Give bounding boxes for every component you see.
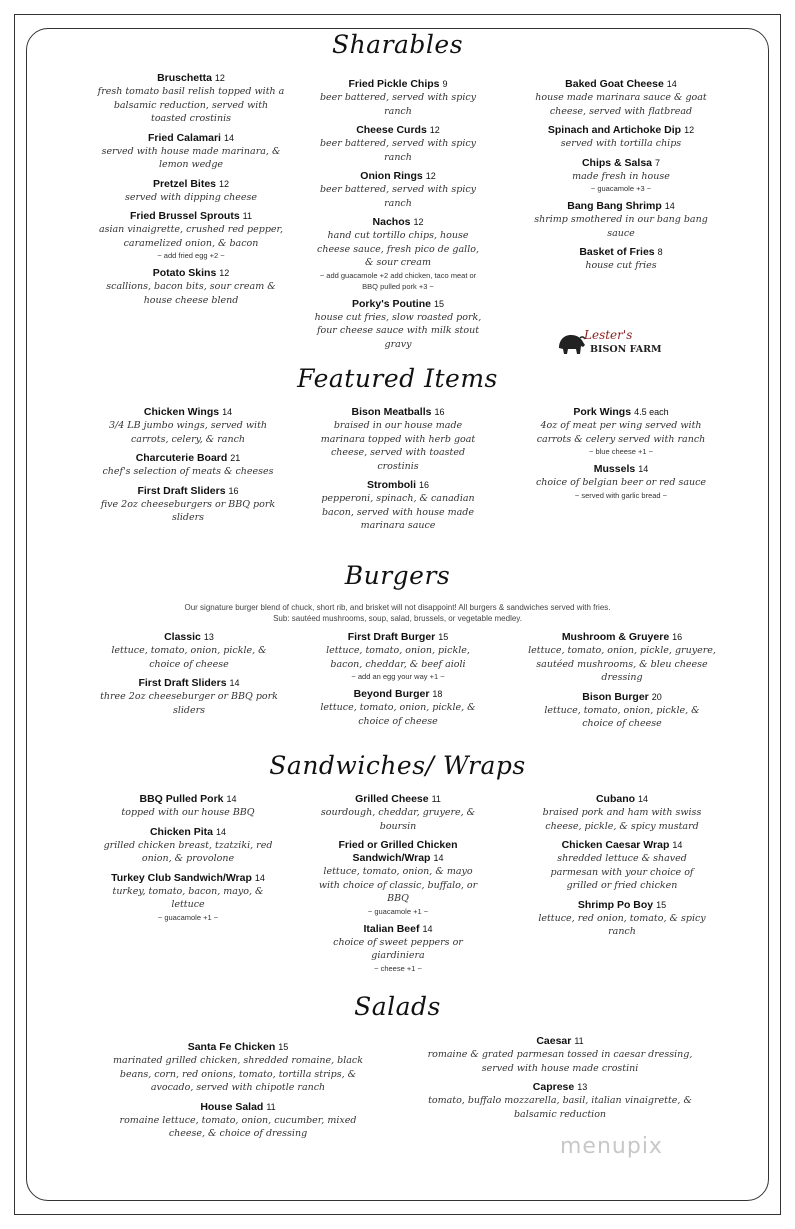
- menu-item: [312, 124, 484, 164]
- watermark: menupix: [560, 1134, 663, 1159]
- menu-item-price: 15: [278, 1042, 289, 1052]
- menu-item-description: lettuce, tomato, onion, pickle, gruyere, sautéed mushrooms, & bleu cheese dressing: [528, 645, 716, 683]
- menu-item-addon: ~ add fried egg +2 ~: [157, 251, 225, 260]
- menu-item-name: Nachos: [372, 216, 411, 228]
- menu-item-price: 11: [574, 1036, 584, 1046]
- menu-item: [312, 839, 484, 917]
- section-title-sandwiches: Sandwiches/ Wraps: [269, 751, 526, 780]
- menu-item-price: 15: [656, 899, 667, 910]
- section-title-salads: Salads: [354, 992, 441, 1021]
- menu-item-name: Mussels: [593, 463, 636, 475]
- menu-item-description: served with dipping cheese: [125, 191, 257, 203]
- menu-item-price: 12: [684, 125, 695, 135]
- menu-item-description: asian vinaigrette, crushed red pepper, caramelized onion, & bacon: [98, 224, 284, 249]
- menu-item-description: 4oz of meat per wing served with carrots & celery served with ranch: [536, 420, 706, 445]
- menu-item: [110, 1041, 366, 1095]
- menu-item: [526, 157, 716, 195]
- menu-item-description: romaine lettuce, tomato, onion, cucumber, mixed cheese, & choice of dressing: [119, 1114, 357, 1139]
- menu-item: [312, 479, 484, 533]
- menu-item-title: [528, 463, 714, 476]
- salads-col-1: [110, 1041, 366, 1147]
- menu-item-title: [420, 1035, 700, 1048]
- menu-item: [534, 899, 710, 939]
- menu-item-description: turkey, tomato, bacon, mayo, & lettuce: [112, 885, 264, 910]
- menu-item-name: Baked Goat Cheese: [565, 78, 664, 90]
- menu-item-description: five 2oz cheeseburgers or BBQ pork sliders: [100, 498, 276, 523]
- menu-item-name: Fried or Grilled Chicken Sandwich/Wrap: [338, 839, 458, 864]
- menu-item: [528, 691, 716, 731]
- menu-item-price: 14: [638, 464, 649, 474]
- menu-item-title: [98, 793, 278, 806]
- menu-item-title: [96, 631, 282, 644]
- menu-item-name: Fried Brussel Sprouts: [129, 210, 240, 222]
- menu-item-price: 7: [655, 157, 661, 168]
- menu-item: [526, 124, 716, 151]
- menu-item-description: hand cut tortillo chips, house cheese sauce, fresh pico de gallo, & sour cream: [317, 230, 479, 268]
- logo-farm-text: BISON FARM: [590, 344, 662, 355]
- menu-item-addon: ~ guacamole +3 ~: [590, 184, 652, 193]
- menu-item-description: chef's selection of meats & cheeses: [102, 466, 274, 477]
- menu-item-price: 14: [422, 923, 433, 934]
- menu-item-title: [312, 688, 484, 701]
- menu-item: [534, 839, 710, 893]
- logo-script-text: Lester's: [584, 328, 633, 342]
- menu-item-name: Grilled Cheese: [355, 793, 429, 805]
- menu-item-price: 12: [219, 268, 230, 278]
- menu-item-description: pepperoni, spinach, & canadian bacon, served with house made marinara sauce: [321, 493, 475, 531]
- menu-item-name: Bison Meatballs: [351, 406, 432, 418]
- menu-item: [96, 631, 282, 671]
- menu-item: [528, 631, 716, 685]
- menu-item-description: tomato, buffalo mozzarella, basil, italian vinaigrette, & balsamic reduction: [428, 1095, 692, 1120]
- featured-col-1: [98, 406, 278, 531]
- menu-item-name: Potato Skins: [152, 267, 217, 279]
- menu-item-price: 14: [672, 840, 683, 850]
- menu-item-title: [96, 210, 286, 223]
- menu-item-name: Bang Bang Shrimp: [567, 200, 662, 212]
- menu-item-price: 12: [219, 178, 230, 189]
- menu-item-name: Bison Burger: [582, 690, 649, 703]
- menu-item-name: Shrimp Po Boy: [577, 898, 654, 911]
- menu-item: [98, 793, 278, 820]
- menu-item-description: lettuce, tomato, onion, & mayo with choice of classic, buffalo, or BBQ: [318, 866, 478, 904]
- menu-item-price: 14: [433, 853, 444, 863]
- sandwiches-col-1: [98, 793, 278, 929]
- menu-item-description: beer battered, served with spicy ranch: [319, 184, 477, 209]
- menu-item: [98, 485, 278, 525]
- menu-item: [312, 298, 484, 352]
- menu-item-name: Pork Wings: [573, 406, 632, 418]
- menu-item-description: romaine & grated parmesan tossed in caesar dressing, served with house made crostini: [427, 1049, 693, 1074]
- burgers-note-1: Our signature burger blend of chuck, short rib, and brisket will not disappoint! All burgers & sandwiches served with fries.: [184, 603, 611, 612]
- menu-item-title: [420, 1081, 700, 1094]
- menu-item-addon: ~ guacamole +1 ~: [367, 906, 429, 916]
- sharables-col-3: [526, 78, 716, 279]
- menu-item-name: Onion Rings: [360, 170, 423, 182]
- menu-item-price: 14: [666, 79, 677, 89]
- menu-item-price: 11: [431, 794, 441, 804]
- bison-farm-logo: [556, 326, 676, 362]
- menu-item-description: house cut fries: [585, 260, 657, 271]
- menu-item-name: Chicken Wings: [143, 406, 220, 418]
- menu-item-description: served with tortilla chips: [560, 138, 682, 149]
- menu-item-name: Classic: [164, 631, 201, 643]
- menu-item-price: 12: [425, 171, 436, 181]
- section-title-sharables: Sharables: [331, 30, 464, 59]
- burgers-note-2: Sub: sautéed mushrooms, soup, salad, brussels, or vegetable medley.: [273, 614, 522, 623]
- burgers-col-2: [312, 631, 484, 734]
- menu-item-title: [312, 406, 484, 419]
- menu-item-title: [312, 839, 484, 865]
- menu-item-addon: ~ blue cheese +1 ~: [588, 447, 653, 456]
- menu-item-name: Fried Calamari: [148, 131, 221, 144]
- featured-col-2: [312, 406, 484, 539]
- menu-item-title: [312, 631, 484, 644]
- menu-item-description: sourdough, cheddar, gruyere, & boursin: [320, 807, 476, 832]
- menu-item-price: 14: [226, 794, 237, 804]
- menu-item-name: Cubano: [595, 793, 636, 805]
- menu-item-price: 15: [438, 632, 449, 642]
- menu-item: [98, 406, 278, 446]
- menu-item-addon: ~ served with garlic bread ~: [574, 490, 668, 500]
- menu-item: [312, 406, 484, 473]
- menu-item-name: First Draft Sliders: [137, 484, 226, 497]
- menu-item-title: [534, 793, 710, 806]
- menu-item: [98, 452, 278, 479]
- menu-item-title: [526, 124, 716, 137]
- menu-item-description: shredded lettuce & shaved parmesan with your choice of grilled or fried chicken: [550, 853, 694, 891]
- menu-item-title: [98, 826, 278, 839]
- menu-item-name: Spinach and Artichoke Dip: [547, 124, 682, 136]
- menu-item-description: lettuce, tomato, onion, pickle, & choice of cheese: [111, 645, 267, 670]
- menu-item-description: braised in our house made marinara topped with herb goat cheese, served with toasted crostinis: [320, 420, 476, 472]
- menu-item-description: choice of belgian beer or red sauce: [535, 477, 707, 488]
- menu-item-description: lettuce, tomato, onion, pickle, & choice of cheese: [544, 704, 700, 729]
- menu-item-price: 14: [664, 201, 675, 211]
- menu-item-description: three 2oz cheeseburger or BBQ pork sliders: [100, 691, 278, 716]
- menu-item-description: 3/4 LB jumbo wings, served with carrots, celery, & ranch: [108, 420, 268, 445]
- menu-item-addon: ~ cheese +1 ~: [374, 963, 422, 973]
- menu-item-price: 13: [203, 632, 214, 642]
- menu-item-title: [312, 793, 484, 806]
- menu-item: [420, 1035, 700, 1075]
- menu-item-title: [312, 124, 484, 137]
- menu-item: [96, 132, 286, 172]
- menu-item-title: [96, 267, 286, 280]
- menu-item: [312, 923, 484, 974]
- menu-item-name: Basket of Fries: [579, 246, 655, 258]
- menu-item: [312, 78, 484, 118]
- menu-item-title: [528, 631, 716, 644]
- menu-item-title: [526, 78, 716, 91]
- menu-item-price: 16: [228, 485, 239, 496]
- burgers-col-3: [528, 631, 716, 737]
- menu-item: [312, 216, 484, 292]
- menu-item-title: [312, 78, 484, 91]
- menu-item-name: Italian Beef: [363, 922, 420, 935]
- menu-item-description: lettuce, tomato, onion, pickle, & choice of cheese: [320, 702, 476, 727]
- menu-item-title: [96, 178, 286, 191]
- menu-item-name: Stromboli: [366, 479, 416, 491]
- menu-item-name: Mushroom & Gruyere: [561, 631, 670, 643]
- menu-item: [420, 1081, 700, 1121]
- menu-item: [312, 688, 484, 728]
- menu-item: [534, 793, 710, 833]
- menu-item-title: [96, 677, 282, 690]
- menu-item-price: 11: [266, 1101, 276, 1112]
- salads-col-2: [420, 1035, 700, 1127]
- menu-item-title: [110, 1101, 366, 1114]
- menu-item-title: [98, 452, 278, 465]
- menu-item-name: Caesar: [536, 1035, 572, 1047]
- menu-item: [526, 200, 716, 240]
- menu-item-description: marinated grilled chicken, shredded romaine, black beans, corn, red onions, tomato, tortilla strips, & avocado, served with chipotle ranch: [112, 1055, 364, 1093]
- menu-item-title: [534, 899, 710, 912]
- menu-item-title: [110, 1041, 366, 1054]
- sandwiches-col-2: [312, 793, 484, 980]
- menu-item: [110, 1101, 366, 1141]
- menu-item-description: served with house made marinara, & lemon wedge: [101, 145, 281, 170]
- menu-item: [526, 78, 716, 118]
- menu-item: [312, 631, 484, 682]
- menu-item-addon: ~ add an egg your way +1 ~: [351, 672, 445, 681]
- menu-item-description: grilled chicken breast, tzatziki, red onion, & provolone: [103, 839, 273, 864]
- menu-item-title: [312, 923, 484, 936]
- menu-item-title: [98, 406, 278, 419]
- menu-item: [96, 210, 286, 261]
- menu-item-title: [312, 298, 484, 311]
- menu-item-price: 11: [242, 211, 253, 221]
- section-title-burgers: Burgers: [344, 561, 451, 590]
- menu-item: [96, 72, 286, 126]
- menu-item-description: beer battered, served with spicy ranch: [319, 92, 477, 117]
- menu-item: [526, 246, 716, 273]
- menu-item-name: Beyond Burger: [353, 688, 430, 700]
- menu-item: [98, 826, 278, 866]
- menu-item-title: [526, 157, 716, 170]
- menu-item: [96, 267, 286, 307]
- menu-item-description: made fresh in house: [572, 170, 670, 182]
- menu-item-title: [528, 691, 716, 704]
- menu-item-description: fresh tomato basil relish topped with a balsamic reduction, served with toasted crostinis: [97, 86, 285, 124]
- menu-item-title: [96, 72, 286, 85]
- menu-item-name: First Draft Burger: [347, 631, 436, 643]
- sandwiches-col-3: [534, 793, 710, 945]
- menu-item-description: house made marinara sauce & goat cheese, served with flatbread: [535, 92, 707, 117]
- menu-item-name: Cheese Curds: [356, 124, 427, 136]
- menu-item-price: 14: [223, 132, 234, 143]
- menu-item-name: Charcuterie Board: [135, 452, 228, 464]
- menu-item-addon: ~ add guacamole +2 add chicken, taco meat or BBQ pulled pork +3 ~: [319, 270, 477, 291]
- menu-item-price: 16: [418, 480, 429, 490]
- menu-item-price: 18: [432, 689, 443, 699]
- menu-item: [528, 463, 714, 501]
- menu-item-price: 9: [442, 79, 448, 89]
- menu-item-title: [98, 485, 278, 498]
- menu-item-title: [526, 246, 716, 259]
- section-title-featured: Featured Items: [297, 364, 498, 393]
- menu-item-price: 20: [651, 691, 662, 702]
- menu-item-price: 21: [230, 453, 241, 463]
- menu-item-name: Turkey Club Sandwich/Wrap: [111, 871, 252, 884]
- menu-item-description: scallions, bacon bits, sour cream & house cheese blend: [106, 281, 276, 306]
- menu-item-description: shrimp smothered in our bang bang sauce: [534, 214, 708, 239]
- menu-item-price: 14: [216, 826, 227, 837]
- menu-item-name: Porky's Poutine: [352, 297, 431, 310]
- menu-item: [96, 178, 286, 205]
- menu-item: [312, 793, 484, 833]
- menu-item: [98, 872, 278, 923]
- menu-item-name: Fried Pickle Chips: [348, 78, 440, 90]
- menu-item-price: 8: [657, 247, 663, 257]
- featured-col-3: [528, 406, 714, 507]
- menu-item-title: [98, 872, 278, 885]
- menu-item-price: 16: [434, 407, 445, 417]
- menu-item: [528, 406, 714, 457]
- sharables-col-2: [312, 78, 484, 357]
- menu-item-description: topped with our house BBQ: [121, 807, 255, 818]
- menu-item-name: Chips & Salsa: [581, 156, 652, 169]
- menu-item-description: lettuce, red onion, tomato, & spicy ranch: [538, 912, 706, 937]
- menu-item: [96, 677, 282, 717]
- menu-item-price: 15: [433, 298, 444, 309]
- menu-item-price: 12: [214, 73, 225, 83]
- sharables-col-1: [96, 72, 286, 313]
- menu-item-title: [96, 132, 286, 145]
- menu-item-name: BBQ Pulled Pork: [139, 793, 224, 805]
- menu-item-title: [312, 170, 484, 183]
- menu-item-description: braised pork and ham with swiss cheese, pickle, & spicy mustard: [542, 807, 702, 832]
- menu-item-price: 12: [429, 125, 440, 135]
- menu-item-name: Caprese: [532, 1081, 575, 1093]
- burgers-col-1: [96, 631, 282, 723]
- menu-item-addon: ~ guacamole +1 ~: [157, 912, 219, 922]
- menu-item-title: [528, 406, 714, 419]
- menu-item-price: 14: [229, 678, 240, 688]
- menu-item-price: 14: [222, 407, 233, 417]
- menu-item-title: [312, 479, 484, 492]
- menu-item: [312, 170, 484, 210]
- menu-item-title: [312, 216, 484, 229]
- menu-item-price: 12: [413, 217, 424, 227]
- menu-item-price: 14: [254, 872, 265, 883]
- menu-item-name: Pretzel Bites: [152, 177, 216, 190]
- menu-item-price: 13: [577, 1082, 588, 1092]
- menu-item-name: Bruschetta: [157, 72, 212, 84]
- menu-item-price: 4.5 each: [634, 407, 669, 417]
- menu-item-description: house cut fries, slow roasted pork, four cheese sauce with milk stout gravy: [314, 311, 482, 350]
- menu-item-name: First Draft Sliders: [138, 677, 227, 689]
- menu-item-name: House Salad: [200, 1100, 264, 1113]
- menu-item-name: Santa Fe Chicken: [187, 1041, 276, 1053]
- menu-item-description: beer battered, served with spicy ranch: [319, 138, 477, 163]
- menu-item-price: 14: [638, 794, 649, 804]
- menu-item-name: Chicken Caesar Wrap: [561, 839, 670, 851]
- menu-item-description: lettuce, tomato, onion, pickle, bacon, cheddar, & beef aioli: [326, 645, 470, 670]
- menu-item-price: 16: [672, 632, 683, 642]
- menu-item-title: [526, 200, 716, 213]
- menu-item-title: [534, 839, 710, 852]
- menu-item-description: choice of sweet peppers or giardiniera: [333, 936, 463, 961]
- menu-item-name: Chicken Pita: [149, 825, 213, 838]
